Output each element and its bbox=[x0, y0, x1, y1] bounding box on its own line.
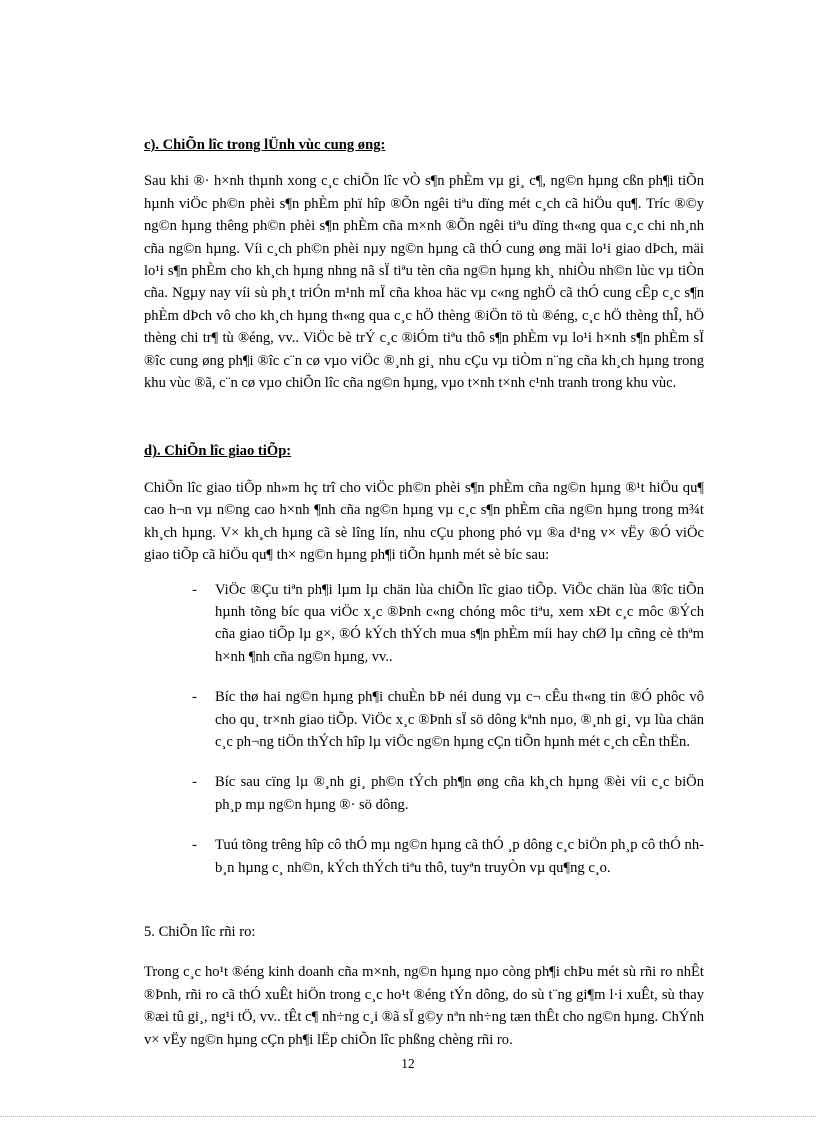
list-item bbox=[144, 686, 704, 753]
list-item-text: Bíc thø hai ng©n hµng ph¶i chuÈn bÞ néi dung vµ c¬ cÊu th«ng tin ®Ó phôc vô cho qu¸ tr×nh giao tiÕp. ViÖc x¸c ®Þnh sÏ sö dông kªnh nµo, ®¸nh gi¸ vµ lùa chän c¸c ph¬ng tiÖn thÝch hîp lµ viÖc ng©n hµng cÇn tiÕn hµnh mét c¸ch cÈn thËn. bbox=[215, 689, 704, 750]
page-bottom-border bbox=[0, 1116, 816, 1117]
section-d-paragraph: ChiÕn lîc giao tiÕp nh»m hç trî cho viÖc ph©n phèi s¶n phÈm cña ng©n hµng ®¹t hiÖu qu¶ cao h¬n vµ n©ng cao h×nh ¶nh cña ng©n hµng vµ c¸c s¶n phÈm cña ng©n hµng trong m¾t kh¸ch hµng. V× kh¸ch hµng cã sè lîng lín, nhu cÇu phong phó vµ ®a d¹ng v× vËy ®Ó viÖc giao tiÕp cã hiÖu qu¶ th× ng©n hµng ph¶i tiÕn hµnh mét sè bíc sau: bbox=[144, 479, 704, 564]
list-item-text: ViÖc ®Çu tiªn ph¶i lµm lµ chän lùa chiÕn lîc giao tiÕp. ViÖc chän lùa ®îc tiÕn hµnh tõng bíc qua viÖc x¸c ®Þnh c«ng chóng môc tiªu, xem xÐt c¸c môc ®Ých cña giao tiÕp lµ g×, ®Ó kÝch thÝch mua s¶n phÈm míi hay chØ lµ cñng cè thªm h×nh ¶nh cña ng©n hµng, vv.. bbox=[215, 581, 704, 665]
section-5 bbox=[144, 921, 704, 1051]
section-c bbox=[144, 134, 704, 394]
section-d-heading: d). ChiÕn lîc giao tiÕp: bbox=[144, 443, 292, 460]
section-5-heading: 5. ChiÕn lîc rñi ro: bbox=[144, 923, 256, 940]
list-item-text: Tuú tõng trêng hîp cô thÓ mµ ng©n hµng cã thÓ ¸p dông c¸c biÖn ph¸p cô thÓ nh b¸n hµng c¸ nh©n, kÝch thÝch tiªu thô, tuyªn truyÒn vµ qu¶ng c¸o. bbox=[215, 837, 704, 876]
dash-bullet: - bbox=[192, 581, 197, 598]
dash-bullet: - bbox=[192, 774, 197, 791]
section-c-paragraph: Sau khi ®· h×nh thµnh xong c¸c chiÕn lîc vÒ s¶n phÈm vµ gi¸ c¶, ng©n hµng cßn ph¶i tiÕn hµnh viÖc ph©n phèi s¶n phÈm phï hîp ®Õn ngêi tiªu dïng mét c¸ch cã hiÖu qu¶. Tríc ®©y ng©n hµng thêng ph©n phèi s¶n phÈm cña m×nh ®Õn ngêi tiªu dïng th«ng qua c¸c chi nh¸nh cña ng©n hµng. Víi c¸ch ph©n phèi nµy ng©n hµng cã thÓ cung øng mäi lo¹i giao dÞch, mäi lo¹i s¶n phÈm cho kh¸ch hµng nhng nã sÏ tiªu tèn cña ng©n hµng kh¸ nhiÒu nh©n lùc vµ tiÒn cña. Ngµy nay víi sù ph¸t triÓn m¹nh mÏ cña khoa häc vµ c«ng nghÖ cã thÓ cung cÊp c¸c s¶n phÈm dÞch vô cho kh¸ch hµng th«ng qua c¸c hÖ thèng ®iÖn tö tù ®éng, c¸c hÖ thèng thÎ, hÖ thèng chi tr¶ tù ®éng, vv.. ViÖc bè trÝ c¸c ®iÓm tiªu thô s¶n phÈm vµ lo¹i h×nh s¶n phÈm sÏ ®îc cung øng ph¶i ®îc c¨n cø vµo viÖc ®¸nh gi¸ nhu cÇu vµ tiÒm n¨ng cña kh¸ch hµng trong khu vùc ®ã, c¨n cø vµo chiÕn lîc cña ng©n hµng, vµo t×nh t×nh c¹nh tranh trong khu vùc. bbox=[144, 173, 704, 392]
list-item bbox=[144, 771, 704, 816]
section-d bbox=[144, 440, 704, 879]
dash-bullet: - bbox=[192, 689, 197, 706]
list-item bbox=[144, 834, 704, 879]
list-item bbox=[144, 579, 704, 669]
spacer bbox=[144, 897, 704, 921]
section-d-step-list bbox=[144, 579, 704, 879]
dash-bullet: - bbox=[192, 837, 197, 854]
section-c-heading: c). ChiÕn lîc trong lÜnh vùc cung øng: bbox=[144, 137, 386, 153]
section-5-paragraph: Trong c¸c ho¹t ®éng kinh doanh cña m×nh, ng©n hµng nµo còng ph¶i chÞu mét sù rñi ro nhÊt ®Þnh, rñi ro cã thÓ xuÊt hiÖn trong c¸c ho¹t ®éng tÝn dông, do sù t¨ng gi¶m l·i xuÊt, sù thay ®æi tû gi¸, ng¹i tÖ, vv.. tÊt c¶ nh÷ng c¸i ®ã sÏ g©y nªn nh÷ng tæn thÊt cho ng©n hµng. ChÝnh v× vËy ng©n hµng cÇn ph¶i lËp chiÕn lîc phßng chèng rñi ro. bbox=[144, 964, 704, 1048]
list-item-text: Bíc sau cïng lµ ®¸nh gi¸ ph©n tÝch ph¶n øng cña kh¸ch hµng ®èi víi c¸c biÖn ph¸p mµ ng©n hµng ®· sö dông. bbox=[215, 774, 704, 813]
spacer bbox=[144, 394, 704, 440]
page-number: 12 bbox=[401, 1056, 415, 1071]
document-body bbox=[144, 134, 704, 1051]
